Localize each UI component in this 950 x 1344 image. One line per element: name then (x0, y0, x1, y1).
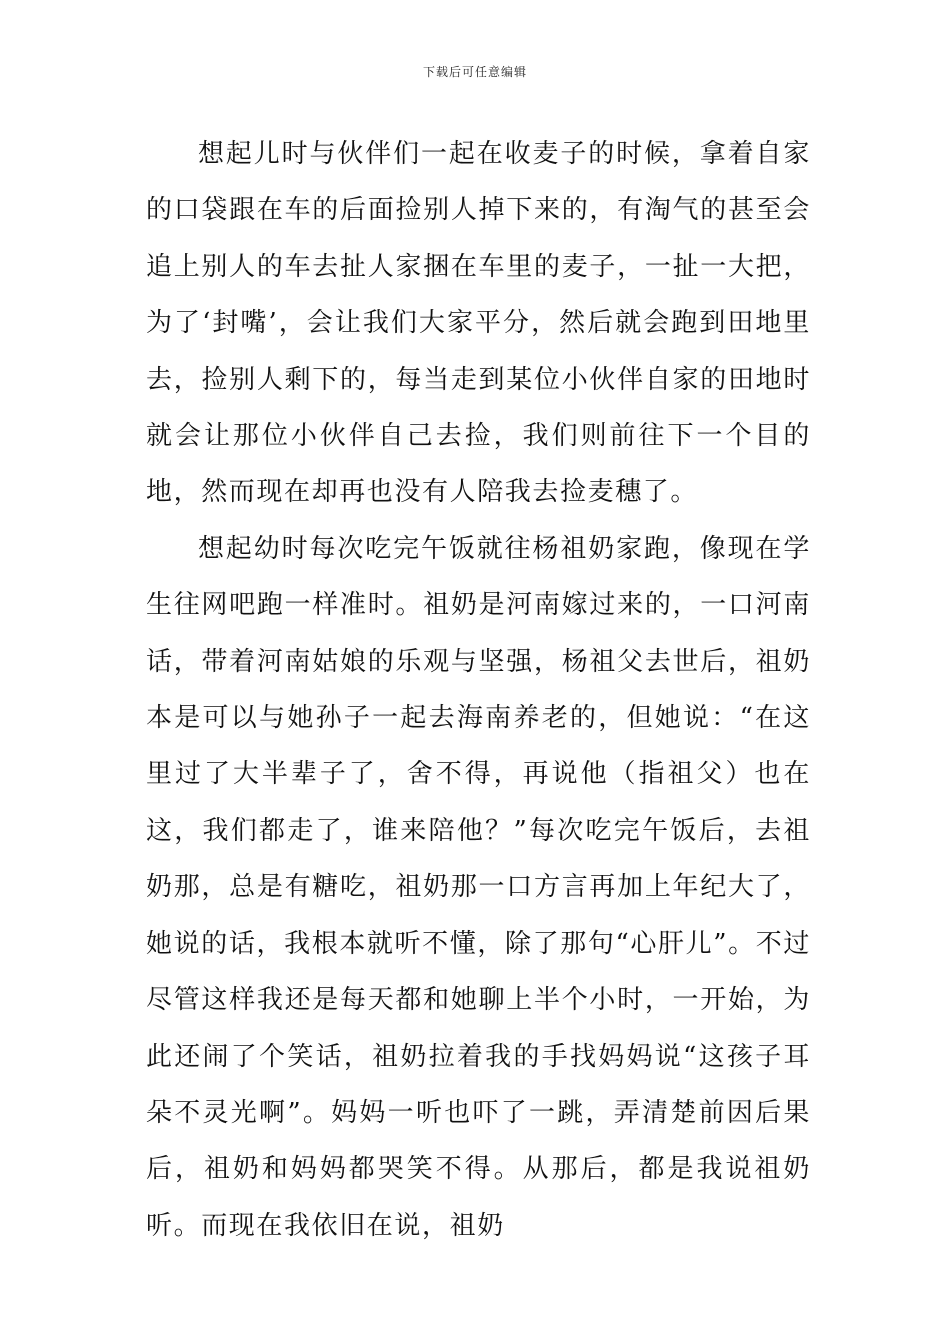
document-body (146, 126, 811, 1254)
paragraph-2: 想起幼时每次吃完午饭就往杨祖奶家跑，像现在学生往网吧跑一样准时。祖奶是河南嫁过来的，一口河南话，带着河南姑娘的乐观与坚强，杨祖父去世后，祖奶本是可以与她孙子一起去海南养老的，但她说：“在这里过了大半辈子了，舍不得，再说他（指祖父）也在这，我们都走了，谁来陪他？”每次吃完午饭后，去祖奶那，总是有糖吃，祖奶那一口方言再加上年纪大了，她说的话，我根本就听不懂，除了那句“心肝儿”。不过尽管这样我还是每天都和她聊上半个小时，一开始，为此还闹了个笑话，祖奶拉着我的手找妈妈说“这孩子耳朵不灵光啊”。妈妈一听也吓了一跳，弄清楚前因后果后，祖奶和妈妈都哭笑不得。从那后，都是我说祖奶听。而现在我依旧在说，祖奶 (146, 533, 811, 1241)
paragraph-1: 想起儿时与伙伴们一起在收麦子的时候，拿着自家的口袋跟在车的后面捡别人掉下来的，有淘气的甚至会追上别人的车去扯人家捆在车里的麦子，一扯一大把，为了‘封嘴’，会让我们大家平分，然后就会跑到田地里去，捡别人剩下的，每当走到某位小伙伴自家的田地时就会让那位小伙伴自己去捡，我们则前往下一个目的地，然而现在却再也没有人陪我去捡麦穗了。 (146, 139, 811, 508)
page-header: 下载后可任意编辑 (422, 65, 527, 79)
